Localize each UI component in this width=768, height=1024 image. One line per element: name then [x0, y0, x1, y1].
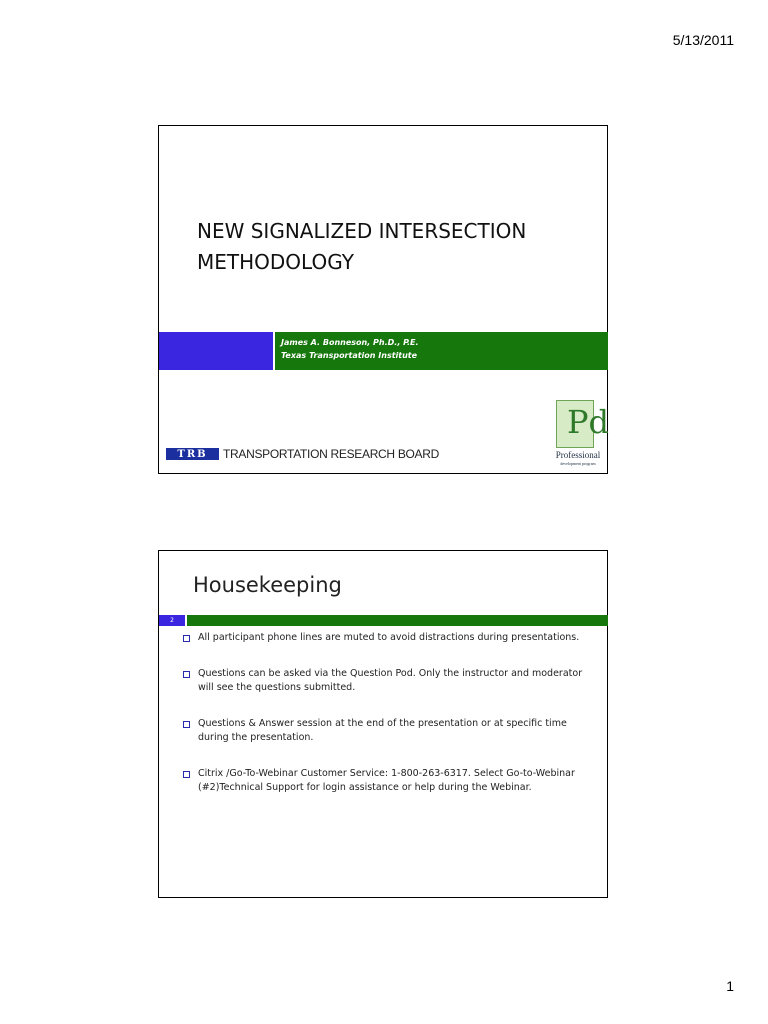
- square-bullet-icon: [183, 671, 190, 678]
- pd-label: Professional: [555, 450, 601, 460]
- presenter-name: James A. Bonneson, Ph.D., P.E.: [281, 338, 419, 347]
- professional-development-logo: [549, 400, 610, 472]
- pd-logo-mark: [556, 400, 610, 448]
- square-bullet-icon: [183, 771, 190, 778]
- slide-title: [197, 216, 577, 278]
- list-item-text: Citrix /Go-To-Webinar Customer Service: 1-800-263-6317. Select Go-to-Webinar (#2)Technical Support for login assistance or help during the Webinar.: [198, 768, 575, 793]
- list-item: [183, 631, 583, 645]
- slide-title-line-2: METHODOLOGY: [197, 250, 354, 274]
- list-item: [183, 667, 583, 695]
- list-item: [183, 767, 583, 795]
- housekeeping-slide: [158, 550, 608, 898]
- square-bullet-icon: [183, 635, 190, 642]
- slide-number-badge: 2: [159, 615, 185, 626]
- list-item-text: All participant phone lines are muted to avoid distractions during presentations.: [198, 632, 580, 643]
- trb-logo: [166, 447, 439, 461]
- presenter-affiliation: Texas Transportation Institute: [281, 351, 418, 360]
- page-date: 5/13/2011: [672, 32, 734, 48]
- slide-title: Housekeeping: [193, 573, 342, 597]
- title-slide: [158, 125, 608, 474]
- pd-sublabel: development program: [560, 461, 596, 466]
- bullet-list: [183, 631, 583, 817]
- trb-logo-mark: TRB: [166, 448, 219, 460]
- presenter-banner: [275, 332, 608, 370]
- list-item-text: Questions & Answer session at the end of the presentation or at specific time during the presentation.: [198, 718, 567, 743]
- list-item-text: Questions can be asked via the Question Pod. Only the instructor and moderator will see the questions submitted.: [198, 668, 583, 693]
- trb-logo-text: TRANSPORTATION RESEARCH BOARD: [223, 447, 439, 461]
- green-accent-bar: [187, 615, 608, 626]
- page-number: 1: [726, 978, 734, 994]
- square-bullet-icon: [183, 721, 190, 728]
- blue-accent-bar: [159, 332, 273, 370]
- pd-letters: Pd: [567, 403, 610, 441]
- slide-title-line-1: NEW SIGNALIZED INTERSECTION: [197, 219, 527, 243]
- list-item: [183, 717, 583, 745]
